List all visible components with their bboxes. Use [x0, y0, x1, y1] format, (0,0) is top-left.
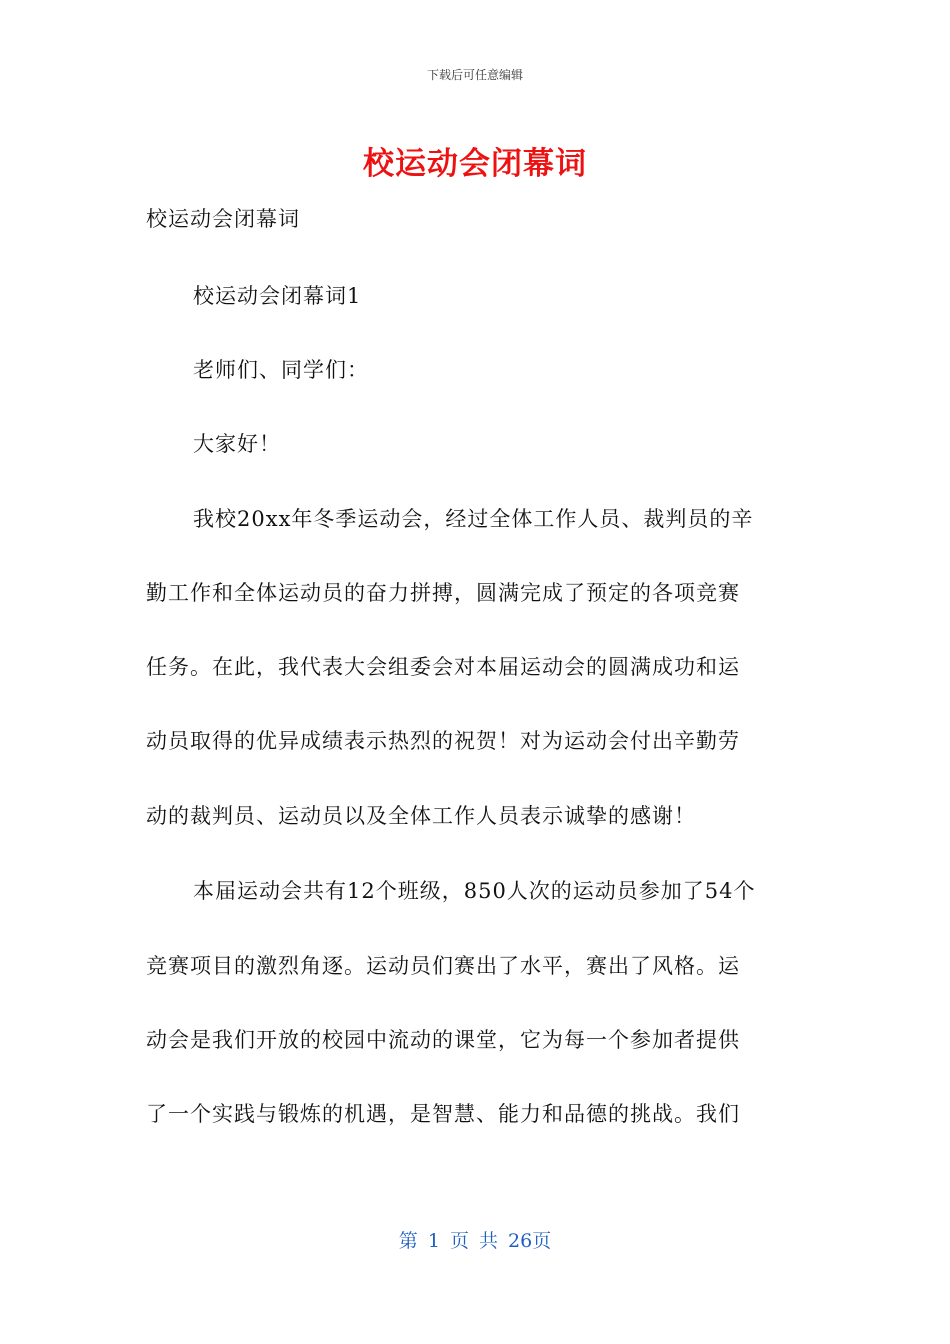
greeting: 大家好！	[193, 432, 281, 456]
paragraph-line: 本届运动会共有12个班级，850人次的运动员参加了54个	[193, 879, 756, 903]
document-title: 校运动会闭幕词	[363, 146, 587, 182]
paragraph-line: 竞赛项目的激烈角逐。运动员们赛出了水平，赛出了风格。运	[146, 954, 740, 978]
subtitle-line: 校运动会闭幕词	[146, 207, 300, 231]
paragraph-line: 动会是我们开放的校园中流动的课堂，它为每一个参加者提供	[146, 1028, 740, 1052]
paragraph-line: 我校20xx年冬季运动会，经过全体工作人员、裁判员的辛	[193, 507, 754, 531]
paragraph-line: 了一个实践与锻炼的机遇，是智慧、能力和品德的挑战。我们	[146, 1102, 740, 1126]
paragraph-line: 动员取得的优异成绩表示热烈的祝贺！对为运动会付出辛勤劳	[146, 729, 740, 753]
header-note: 下载后可任意编辑	[426, 68, 523, 82]
paragraph-line: 动的裁判员、运动员以及全体工作人员表示诚挚的感谢！	[146, 804, 696, 828]
paragraph-line: 勤工作和全体运动员的奋力拼搏，圆满完成了预定的各项竞赛	[146, 581, 740, 605]
paragraph-line: 任务。在此，我代表大会组委会对本届运动会的圆满成功和运	[146, 655, 740, 679]
salutation: 老师们、同学们：	[193, 358, 369, 382]
page-number: 第 1 页 共 26页	[398, 1230, 552, 1252]
section-heading: 校运动会闭幕词1	[193, 284, 362, 308]
